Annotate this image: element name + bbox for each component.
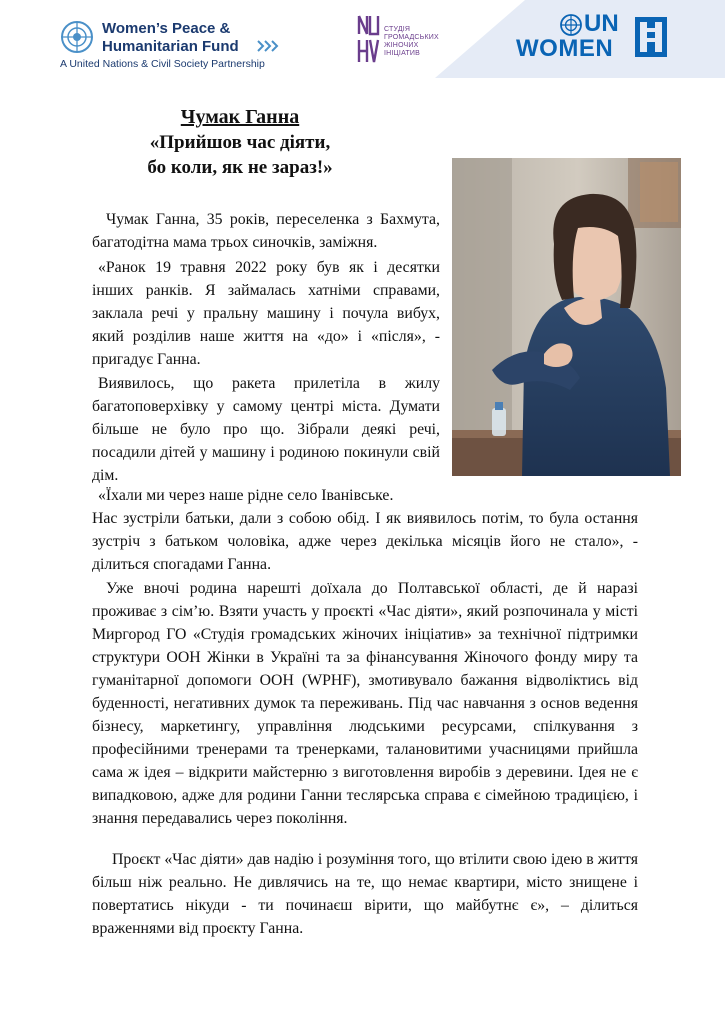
studio-line-3: ЖІНОЧИХ bbox=[384, 42, 419, 49]
paragraph-5: Уже вночі родина нарешті доїхала до Полтавської області, де й наразі проживає з сім’ю. Взяти участь у проєкті «Час діяти», який розпочинала у місті Миргород ГО «Студія громадських жіночих ініціатив» за технічної підтримки структури ООН Жінки в Україні та за фінансування Жіночого фонду миру та гуманітарної допомоги ООН (WPHF), змотивувало бажання відволіктись від буденності, негативних думок та переживань. Під час навчання з основ ведення бізнесу, маркетингу, управління людськими ресурсами, спілкування з професійними тренерами та тренерками, талановитими учасницями прийшла сама ж ідея – відкрити майстерню з виготовлення виробів з деревини. Ідея не є випадковою, адже для родини Ганни теслярська справа є сімейною традицією, і знання передавались через покоління. bbox=[92, 580, 639, 827]
studio-name bbox=[384, 26, 439, 58]
paragraph-3: Виявилось, що ракета прилетіла в жилу багатоповерхівку у самому центрі міста. Думати більше не було про що. Зібрали деякі речі, посадили дітей у машину і родиною покинули свій дім. bbox=[92, 375, 440, 484]
paragraph-4-rest: Нас зустріли батьки, дали з собою обід. І як виявилось потім, то була остання зустріч з батьком чоловіка, адже через декілька місяців його не стало», - ділиться спогадами Ганна. bbox=[92, 510, 638, 573]
wphf-name-line2: Humanitarian Fund bbox=[102, 38, 239, 55]
equality-symbol-icon bbox=[634, 16, 668, 58]
article-name: Чумак Ганна bbox=[180, 106, 300, 128]
article-quote-line1: «Прийшов час діяти, bbox=[149, 132, 331, 153]
studio-line-4: ІНІЦІАТИВ bbox=[384, 50, 420, 57]
un-emblem-icon bbox=[60, 20, 94, 54]
page-header bbox=[0, 0, 725, 78]
portrait-photo bbox=[452, 158, 681, 476]
un-women-un: UN bbox=[584, 10, 619, 37]
wphf-name-line1: Women’s Peace & bbox=[102, 20, 231, 37]
un-women-logo bbox=[516, 10, 676, 66]
chevrons-icon bbox=[256, 40, 280, 52]
studio-line-2: ГРОМАДСЬКИХ bbox=[384, 34, 439, 41]
paragraph-6: Проєкт «Час діяти» дав надію і розуміння того, що втілити свою ідею в життя більш ніж реально. Не дивлячись на те, що немає квартири, місто знищене і повертатись нікуди - ти починаєш вірити, що майбутнє є», – ділиться враженнями від проєкту Ганна. bbox=[92, 851, 638, 937]
paragraph-2: «Ранок 19 травня 2022 року був як і десятки інших ранків. Я займалась хатніми справами, заклала речі у пральну машину і почула вибух, який розділив наше життя на «до» і «після», - пригадує Ганна. bbox=[92, 259, 440, 368]
un-globe-icon bbox=[560, 14, 582, 36]
studio-line-1: СТУДІЯ bbox=[384, 26, 411, 33]
studio-monogram-icon bbox=[356, 12, 380, 70]
wphf-tagline: A United Nations & Civil Society Partnership bbox=[60, 58, 265, 70]
article-title-block bbox=[90, 104, 390, 180]
article-quote-line2: бо коли, як не зараз!» bbox=[147, 157, 333, 178]
paragraph-4-first-line: «Їхали ми через наше рідне село Іванівське. bbox=[98, 487, 394, 504]
paragraph-1: Чумак Ганна, 35 років, переселенка з Бахмута, багатодітна мама трьох синочків, заміжня. bbox=[92, 211, 440, 251]
portrait-illustration bbox=[452, 158, 681, 476]
studio-logo bbox=[356, 12, 456, 72]
wphf-logo bbox=[60, 18, 300, 74]
un-women-women: WOMEN bbox=[516, 35, 614, 62]
